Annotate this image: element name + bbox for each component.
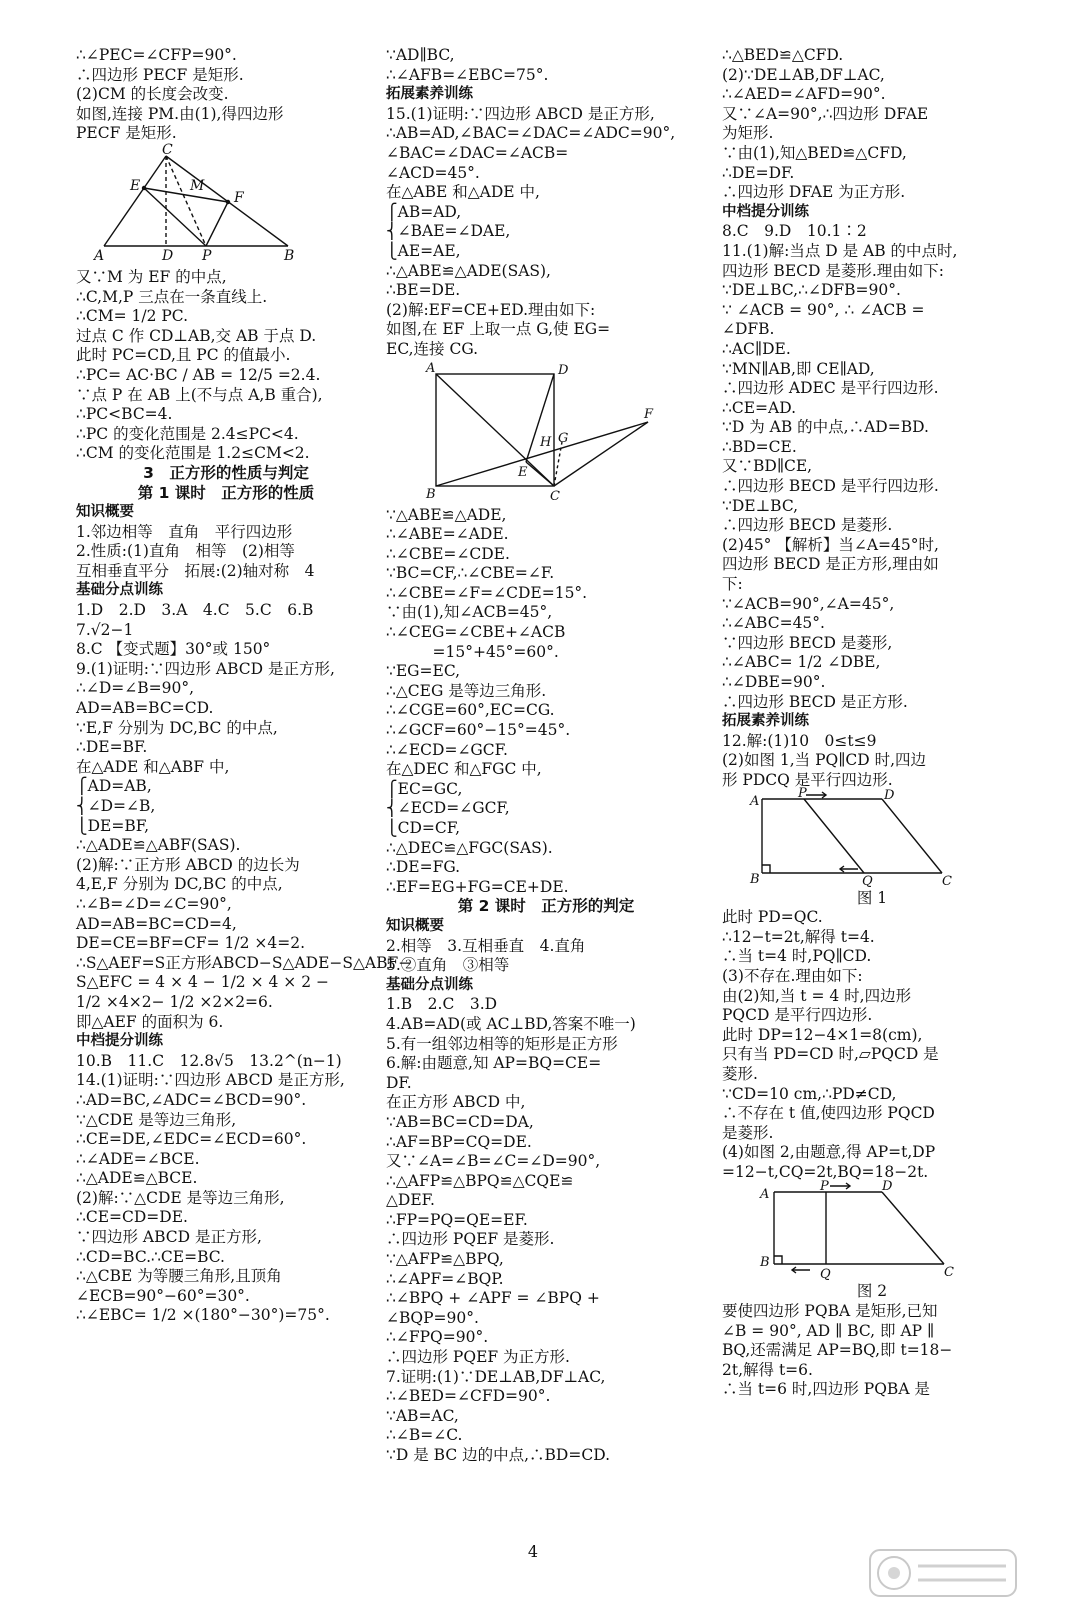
text-line: ⎨∠ECD=∠GCF, [386, 799, 510, 818]
text-line: 此时 DP=12−4×1=8(cm), [722, 1025, 923, 1044]
label-p: P [798, 785, 807, 801]
label-g: G [558, 430, 569, 446]
label-d: D [882, 1179, 893, 1195]
text-line: ∴∠DBE=90°. [722, 673, 826, 691]
text-line: 由(2)知,当 t = 4 时,四边形 [722, 986, 912, 1005]
text-line: ⎧AD=AB, [76, 777, 152, 796]
text-line: BQ,还需满足 AP=BQ,即 t=18− [722, 1341, 953, 1360]
text-line: 是菱形. [722, 1123, 774, 1142]
text-line: 只有当 PD=CD 时,▱PQCD 是 [722, 1045, 939, 1064]
text-line: ∴△CEG 是等边三角形. [386, 681, 547, 700]
text-line: 10.B 11.C 12.8√5 13.2^(n−1) [76, 1051, 342, 1070]
text-line: 形 PDCQ 是平行四边形. [722, 770, 893, 789]
text-line: ∴AC∥DE. [722, 339, 791, 358]
text-line: ∠ECB=90°−60°=30°. [76, 1286, 250, 1305]
text-line: ∠BAC=∠DAC=∠ACB= [386, 143, 569, 162]
text-line: 1.邻边相等 直角 平行四边形 [76, 522, 293, 541]
text-line: 4.AB=AD(或 AC⊥BD,答案不唯一) [386, 1014, 636, 1033]
text-line: ∵△CDE 是等边三角形, [76, 1110, 237, 1129]
text-line: ∴当 t=4 时,PQ∥CD. [722, 947, 872, 966]
heading-knowledge-2: 知识概要 [386, 917, 444, 934]
text-line: ⎩DE=BF, [76, 816, 150, 835]
column-2 [386, 46, 706, 1466]
text-line: ∠B = 90°, AD ∥ BC, 即 AP ∥ [722, 1321, 935, 1340]
line-dc [882, 799, 942, 873]
text-line: ∵D 为 AB 的中点,∴AD=BD. [722, 418, 929, 437]
figure-1 [722, 785, 952, 889]
text-line: 2.性质:(1)直角 相等 (2)相等 [76, 542, 295, 561]
text-line: ∴△DEC≌△FGC(SAS). [386, 838, 553, 857]
text-line: ∴12−t=2t,解得 t=4. [722, 927, 875, 946]
text-line: ∴∠CBE=∠CDE. [386, 544, 510, 563]
label-b: B [426, 486, 436, 502]
text-line: (3)不存在.理由如下: [722, 966, 863, 985]
text-line: 四边形 BECD 是菱形.理由如下: [722, 261, 944, 280]
heading-basic-2: 基础分点训练 [386, 976, 473, 993]
text-line: ⎩CD=CF, [386, 819, 461, 837]
text-line: 如图,连接 PM.由(1),得四边形 [76, 104, 284, 123]
text-line: DE=CE=BF=CF= 1/2 ×4=2. [76, 934, 306, 953]
text-line: ∴FP=PQ=QE=EF. [386, 1210, 528, 1229]
text-line: ∵EG=EC, [386, 662, 461, 681]
col1-know [76, 523, 376, 582]
triangle-figure [76, 141, 296, 264]
text-line: ⎨∠D=∠B, [76, 797, 156, 815]
text-line: ∴DE=BF. [76, 738, 148, 757]
figure-2-caption: 图 2 [856, 1282, 888, 1301]
line-dc [882, 1192, 944, 1264]
text-line: 在正方形 ABCD 中, [386, 1093, 526, 1112]
col1-top [76, 46, 376, 144]
text-line: ∵E,F 分别为 DC,BC 的中点, [76, 718, 278, 737]
label-q: Q [862, 873, 873, 889]
page-number: 4 [527, 1542, 539, 1561]
label-a: A [94, 247, 105, 264]
text-line: ∴∠AFB=∠EBC=75°. [386, 65, 549, 84]
text-line: ⎧AB=AD, [386, 202, 462, 221]
text-line: ∠BQP=90°. [386, 1308, 479, 1327]
line-pq [804, 799, 864, 873]
col3-c [722, 1302, 1022, 1400]
label-e: E [518, 464, 528, 480]
text-line: 2t,解得 t=6. [722, 1360, 813, 1379]
text-line: EC,连接 CG. [386, 339, 479, 358]
text-line: (2)∵DE⊥AB,DF⊥AC, [722, 65, 885, 84]
text-line: 15.(1)证明:∵四边形 ABCD 是正方形, [386, 104, 655, 123]
figure-2 [722, 1179, 954, 1283]
text-line: ∴CM= 1/2 PC. [76, 307, 189, 326]
heading-ext-1: 拓展素养训练 [386, 86, 473, 103]
text-line: ∴△CBE 为等腰三角形,且顶角 [76, 1267, 282, 1286]
col2-basic [386, 995, 706, 1465]
text-line: 14.(1)证明:∵四边形 ABCD 是正方形, [76, 1071, 345, 1090]
text-line: △DEF. [386, 1191, 435, 1210]
text-line: 四边形 BECD 是正方形,理由如 [722, 555, 939, 574]
text-line: 又∵M 为 EF 的中点, [76, 267, 227, 286]
text-line: ∵∠ACB=90°,∠A=45°, [722, 594, 895, 613]
text-line: ⎩AE=AE, [386, 241, 461, 260]
text-line: ∴PC 的变化范围是 2.4≤PC<4. [76, 424, 299, 443]
text-line: ∵CD=10 cm,∴PD≠CD, [722, 1084, 897, 1103]
label-h: H [540, 434, 552, 450]
text-line: 4,E,F 分别为 DC,BC 的中点, [76, 875, 283, 894]
text-line: ∴AD=BC,∠ADC=∠BCD=90°. [76, 1090, 307, 1109]
lesson2-title: 第 2 课时 正方形的判定 [457, 897, 635, 916]
text-line: ∴CM 的变化范围是 1.2≤CM<2. [76, 444, 310, 463]
text-line: ∵ ∠ACB = 90°, ∴ ∠ACB = [722, 300, 925, 319]
text-line: ∴四边形 ADEC 是平行四边形. [722, 379, 939, 398]
text-line: 7.证明:(1)∵DE⊥AB,DF⊥AC, [386, 1367, 606, 1386]
text-line: ∴CE=CD=DE. [76, 1208, 188, 1227]
col3-mid [722, 222, 1022, 712]
label-d: D [558, 362, 569, 378]
col3-ext [722, 732, 1022, 791]
text-line: 又∵∠A=∠B=∠C=∠D=90°, [386, 1152, 601, 1171]
text-line: ∴∠D=∠B=90°, [76, 679, 195, 698]
text-line: ∵由(1),知△BED≌△CFD, [722, 143, 907, 162]
text-line: ∴C,M,P 三点在一条直线上. [76, 287, 268, 306]
text-line: ∵四边形 ABCD 是正方形, [76, 1228, 262, 1247]
text-line: PQCD 是平行四边形. [722, 1006, 873, 1025]
text-line: (2)CM 的长度会改变. [76, 85, 229, 104]
text-line: ∴四边形 BECD 是平行四边形. [722, 477, 939, 496]
col1-mid2 [76, 1052, 376, 1326]
col3-a [722, 46, 1022, 203]
text-line: ∴∠ABC= 1/2 ∠DBE, [722, 653, 881, 672]
text-line: ∵AB=BC=CD=DA, [386, 1112, 534, 1131]
label-d: D [884, 787, 895, 803]
text-line: ∴CD=BC.∴CE=BC. [76, 1247, 225, 1266]
text-line: =15°+45°=60°. [386, 642, 559, 661]
text-line: ∵DE⊥BC, [722, 496, 799, 515]
text-line: 要使四边形 PQBA 是矩形,已知 [722, 1302, 938, 1321]
right-angle [774, 1256, 782, 1264]
heading-ext-2: 拓展素养训练 [722, 713, 809, 730]
text-line: 又∵∠A=90°,∴四边形 DFAE [722, 104, 929, 123]
text-line: ∴AB=AD,∠BAC=∠DAC=∠ADC=90°, [386, 124, 676, 143]
text-line: ∴DE=DF. [722, 163, 795, 182]
text-line: ∴∠CEG=∠CBE+∠ACB [386, 623, 566, 642]
label-p: P [820, 1179, 829, 1195]
text-line: ∴∠ADE=∠BCE. [76, 1149, 200, 1168]
text-line: ∴∠CGE=60°,EC=CG. [386, 701, 555, 720]
text-line: ∵点 P 在 AB 上(不与点 A,B 重合), [76, 385, 323, 404]
text-line: 5.有一组邻边相等的矩形是正方形 [386, 1034, 618, 1053]
col2-a [386, 105, 706, 360]
col1-basic [76, 601, 412, 1032]
col1-mid [76, 268, 376, 464]
text-line: ∵△AFP≌△BPQ, [386, 1250, 504, 1269]
text-line: 2.相等 3.互相垂直 4.直角 [386, 936, 586, 955]
text-line: ∴PC<BC=4. [76, 405, 173, 424]
square-figure [386, 362, 656, 502]
text-line: ∴△ADE≌△ABF(SAS). [76, 836, 241, 855]
text-line: ⎨∠BAE=∠DAE, [386, 222, 511, 241]
label-c: C [942, 873, 952, 889]
text-line: =12−t,CQ=2t,BQ=18−2t. [722, 1162, 929, 1181]
lesson1-title: 第 1 课时 正方形的性质 [137, 483, 315, 502]
text-line: ∴BE=DE. [386, 281, 461, 300]
text-line: ∴CE=AD. [722, 398, 797, 417]
text-line: 8.C 9.D 10.1∶2 [722, 222, 867, 241]
figure-1-caption: 图 1 [856, 888, 888, 907]
text-line: (2)解:∵△CDE 是等边三角形, [76, 1188, 285, 1207]
text-line: 菱形. [722, 1064, 758, 1083]
text-line: 如图,在 EF 上取一点 G,使 EG= [386, 320, 611, 339]
text-line: ∴DE=FG. [386, 858, 461, 877]
text-line: ∴S△AEF=S正方形ABCD−S△ADE−S△ABF− [76, 953, 412, 972]
col2-top [386, 46, 706, 85]
text-line: ∵DE⊥BC,∴∠DFB=90°. [722, 281, 901, 300]
col3-b [722, 908, 1022, 1182]
text-line: ∴四边形 BECD 是菱形. [722, 516, 893, 535]
text-line: ∴当 t=6 时,四边形 PQBA 是 [722, 1380, 930, 1399]
text-line: ∴△ABE≌△ADE(SAS), [386, 261, 551, 280]
text-line: ∴四边形 BECD 是正方形. [722, 692, 908, 711]
text-line: 此时 PC=CD,且 PC 的值最小. [76, 346, 291, 365]
text-line: 5.②直角 ③相等 [386, 956, 510, 975]
text-line: ∴CE=DE,∠EDC=∠ECD=60°. [76, 1130, 307, 1149]
text-line: (4)如图 2,由题意,得 AP=t,DP [722, 1143, 936, 1162]
col2-know [386, 937, 706, 976]
label-f: F [644, 406, 654, 422]
text-line: ∴PC= AC·BC / AB = 12/5 =2.4. [76, 365, 321, 384]
text-line: ∴∠APF=∠BQP. [386, 1269, 504, 1288]
text-line: (2)解:EF=CE+ED.理由如下: [386, 300, 596, 319]
heading-mid-1: 中档提分训练 [76, 1033, 163, 1050]
text-line: 此时 PD=QC. [722, 908, 823, 927]
text-line: 1.D 2.D 3.A 4.C 5.C 6.B [76, 601, 314, 620]
text-line: ∵AB=AC, [386, 1406, 459, 1425]
line-ec [526, 462, 554, 486]
text-line: (2)解:∵正方形 ABCD 的边长为 [76, 855, 300, 874]
text-line: ∴不存在 t 值,使四边形 PQCD [722, 1104, 935, 1123]
text-line: ∴∠ABC=45°. [722, 614, 825, 633]
text-line: ∴∠ABE=∠ADE. [386, 525, 509, 544]
label-a: A [426, 360, 436, 376]
text-line: 11.(1)解:当点 D 是 AB 的中点时, [722, 241, 958, 260]
text-line: ∴△AFP≌△BPQ≌△CQE≌ [386, 1171, 574, 1190]
label-c: C [944, 1265, 954, 1281]
text-line: ∴∠GCF=60°−15°=45°. [386, 721, 571, 740]
label-a: A [750, 793, 760, 809]
text-line: ∴∠AED=∠AFD=90°. [722, 85, 886, 104]
text-line: ∴四边形 PQEF 为正方形. [386, 1348, 570, 1367]
watermark-logo [868, 1548, 1018, 1598]
text-line: ∴BD=CE. [722, 437, 797, 456]
label-b: B [750, 871, 760, 887]
text-line: ∴△ADE≌△BCE. [76, 1169, 198, 1188]
right-angle [762, 865, 770, 873]
label-f: F [234, 189, 244, 206]
col2-b [386, 506, 706, 898]
text-line: ∴EF=EG+FG=CE+DE. [386, 877, 569, 896]
text-line: 8.C 【变式题】30°或 150° [76, 640, 271, 659]
text-line: ∵MN∥AB,即 CE∥AD, [722, 359, 875, 378]
text-line: 在△DEC 和△FGC 中, [386, 760, 542, 779]
line-cp [166, 156, 206, 246]
text-line: ∵AD∥BC, [386, 46, 455, 64]
line-fp [206, 202, 228, 246]
label-a: A [760, 1187, 770, 1203]
text-line: 即△AEF 的面积为 6. [76, 1012, 224, 1031]
section-title: 3 正方形的性质与判定 [143, 463, 309, 482]
label-c: C [550, 488, 560, 504]
text-line: 为矩形. [722, 124, 774, 143]
text-line: ∴∠BED=∠CFD=90°. [386, 1387, 551, 1406]
text-line: ∴AF=BP=CQ=DE. [386, 1132, 532, 1151]
text-line: ∴∠B=∠D=∠C=90°, [76, 894, 232, 913]
text-line: 1.B 2.C 3.D [386, 995, 498, 1014]
label-p: P [202, 247, 212, 264]
text-line: (2)如图 1,当 PQ∥CD 时,四边 [722, 751, 927, 770]
text-line: ∴∠EBC= 1/2 ×(180°−30°)=75°. [76, 1306, 330, 1325]
heading-mid-2: 中档提分训练 [722, 203, 809, 220]
text-line: (2)45° 【解析】当∠A=45°时, [722, 535, 939, 554]
text-line: ∴△BED≌△CFD. [722, 46, 844, 64]
text-line: ∠ACD=45°. [386, 163, 480, 182]
text-line: 6.解:由题意,知 AP=BQ=CE= [386, 1054, 602, 1073]
text-line: ⎧EC=GC, [386, 779, 463, 798]
label-d: D [162, 247, 174, 264]
text-line: ∴∠B=∠C. [386, 1426, 463, 1445]
label-c: C [162, 141, 173, 158]
text-line: 在△ABE 和△ADE 中, [386, 183, 540, 202]
text-line: ∵△ABE≌△ADE, [386, 505, 507, 524]
text-line: 下: [722, 575, 743, 594]
text-line: 9.(1)证明:∵四边形 ABCD 是正方形, [76, 659, 335, 678]
text-line: AD=AB=BC=CD. [76, 699, 214, 718]
line-ac [104, 156, 166, 246]
label-q: Q [820, 1267, 831, 1283]
label-b: B [760, 1255, 770, 1271]
heading-basic-1: 基础分点训练 [76, 582, 163, 599]
text-line: ∴∠FPQ=90°. [386, 1328, 489, 1347]
column-3 [722, 46, 1022, 1400]
text-line: ∴四边形 PQEF 是菱形. [386, 1230, 555, 1249]
text-line: ∴四边形 PECF 是矩形. [76, 65, 244, 84]
label-b: B [284, 247, 295, 264]
text-line: ∵四边形 BECD 是菱形, [722, 633, 893, 652]
text-line: 7.√2−1 [76, 620, 134, 639]
text-line: 过点 C 作 CD⊥AB,交 AB 于点 D. [76, 326, 317, 345]
text-line: ∵D 是 BC 边的中点,∴BD=CD. [386, 1446, 611, 1464]
text-line: ∴∠BPQ + ∠APF = ∠BPQ + [386, 1289, 600, 1308]
text-line: ∴∠CBE=∠F=∠CDE=15°. [386, 583, 588, 602]
text-line: AD=AB=BC=CD=4, [76, 914, 237, 933]
text-line: ∴四边形 DFAE 为正方形. [722, 183, 906, 202]
text-line: ∴∠ECD=∠GCF. [386, 740, 508, 759]
text-line: S△EFC = 4 × 4 − 1/2 × 4 × 2 − [76, 973, 329, 992]
text-line: ∠DFB. [722, 320, 775, 339]
label-m: M [190, 177, 205, 194]
text-line: 又∵BD∥CE, [722, 457, 813, 476]
heading-knowledge-1: 知识概要 [76, 504, 134, 521]
text-line: ∴∠PEC=∠CFP=90°. [76, 46, 237, 64]
label-e: E [130, 177, 141, 194]
text-line: 1/2 ×4×2− 1/2 ×2×2=6. [76, 992, 273, 1011]
text-line: 12.解:(1)10 0≤t≤9 [722, 731, 877, 750]
text-line: ∵BC=CF,∴∠CBE=∠F. [386, 564, 555, 583]
text-line: PECF 是矩形. [76, 124, 177, 143]
text-line: 在△ADE 和△ABF 中, [76, 757, 230, 776]
text-line: 互相垂直平分 拓展:(2)轴对称 4 [76, 561, 315, 580]
text-line: DF. [386, 1073, 412, 1092]
text-line: ∵由(1),知∠ACB=45°, [386, 603, 553, 622]
